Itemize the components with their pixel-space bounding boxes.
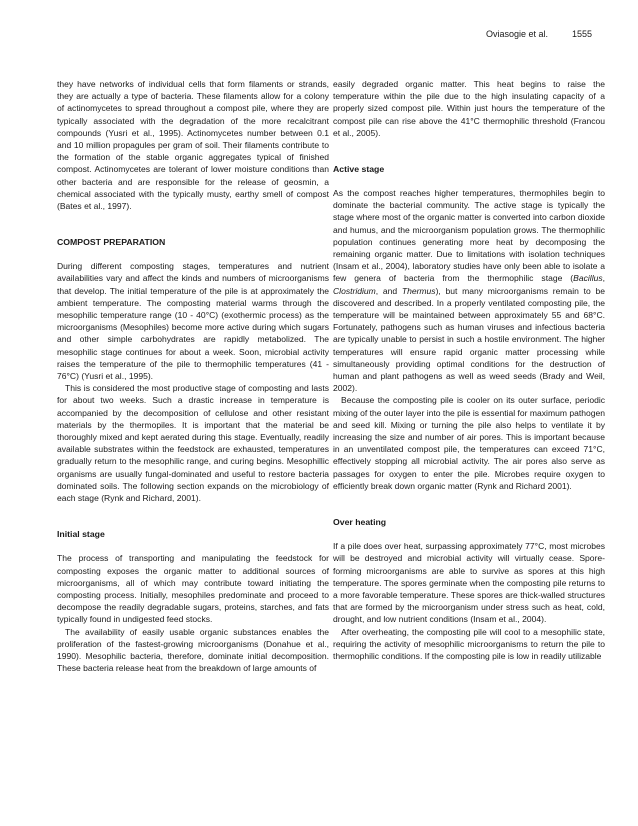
text-run: , [602,273,605,284]
paragraph: If a pile does over heat, surpassing approximately 77°C, most microbes will be destroyed and microbial activity will virtually cease. Spore-forming microorganisms are able to survive as spores at this high temperature. The spores germinate when the composting pile returns to a more favorable temperature. These spores are thick-walled structures that are formed by the microorganism under stress such as heat, cold, drought, and low nutrient conditions (Insam et al., 2004). [333,541,605,625]
paragraph: During different composting stages, temperatures and nutrient availabilities vary and affect the kinds and numbers of microorganisms that develop. The initial temperature of the pile is at approximately the ambient temperature. The composting material warms through the mesophilic temperature range (10 - 40°C) (exothermic process) as the microorganisms (Mesophiles) become more active during which sugars and other simple carbohydrates are rapidly metabolized. The mesophilic stage continues for about a week. Soon, microbial activity raises the temperature of the pile to thermophilic temperatures (41 - 76°C) (Yusri et al., 1995). [57,261,329,382]
paragraph: This is considered the most productive stage of composting and lasts for about two weeks. Such a drastic increase in temperature is accompanied by the decomposition of cellulose and other resistant materials by the thermopiles. It is important that the material be thoroughly mixed and kept aerated during this stage. Eventually, readily available substrates within the feedstock are exhausted, temperatures gradually return to the mesophilic range, and curing begins. Mesophillic organisms are usually fungal-dominated and useful to restore bacteria dominated soils. The following section expands on the microbiology of each stage (Rynk and Richard, 2001). [57,383,329,504]
text-run: ), but many microorganisms remain to be discovered and described. In a properly ventilated composting pile, the temperature will be maintained between approximately 55 and 68°C. Fortunately, pathogens such as human viruses and infectious bacteria are typically unable to persist in such a hostile environment. The higher temperatures will ensure rapid organic matter processing while simultaneously providing optimal conditions for the destruction of human and plant pathogens as well as weed seeds (Brady and Weil, 2002). [333,285,606,394]
paragraph: easily degraded organic matter. This heat begins to raise the temperature within the pile due to the high insulating capacity of a properly sized compost pile. Within just hours the temperature of the compost pile can rise above the 41°C thermophilic threshold (Francou et al., 2005). [333,79,605,138]
paragraph: The process of transporting and manipulating the feedstock for composting exposes the organic matter to additional sources of microorganisms, all of which may contribute toward initiating the composting process. Initially, mesophiles predominate and proceed to decompose the readily degradable sugars, proteins, starches, and fats typically found in undigested feed stocks. [57,553,329,625]
page-number: 1555 [572,29,593,39]
section-heading-over-heating: Over heating [333,517,387,528]
section-heading-active-stage: Active stage [333,164,385,175]
genus-bacillus: Bacillus [573,273,603,284]
paragraph: After overheating, the composting pile will cool to a mesophilic state, requiring the activity of mesophilic microorganisms to return the pile to thermophilic conditions. If the composting pile is low in readily utilizable [333,626,605,661]
text-run: , and [375,285,402,296]
paragraph: Because the composting pile is cooler on its outer surface, periodic mixing of the outer layer into the pile is essential for maximum pathogen and seed kill. Mixing or turning the pile also helps to ventilate it by increasing the size and number of air pores. This is important because in an unventilated compost pile, the temperatures can exceed 71°C, effectively stopping all microbial activity. The air pores also serve as passages for oxygen to enter the pile. Microbes require oxygen to efficiently break down organic matter (Rynk and Richard 2001). [333,395,605,491]
running-head-authors: Oviasogie et al. [486,29,549,39]
paragraph-active-stage [333,187,605,394]
right-column [333,78,605,662]
paragraph: The availability of easily usable organic substances enables the proliferation of the fastest-growing microorganisms (Donahue et al., 1990). Mesophilic bacteria, therefore, dominate initial decomposition. These bacteria release heat from the breakdown of large amounts of [57,626,329,674]
page-header [0,29,638,43]
genus-thermus: Thermus [401,285,436,296]
text-run: As the compost reaches higher temperatures, thermophiles begin to dominate the bacterial community. The active stage is typically the stage where most of the organic matter is converted into carbon dioxide and humus, and the microorganism population grows. The thermophilic population continues generating more heat by decomposing the remaining organic matter. Due to limitations with isolation techniques (Insam et al., 2004), laboratory studies have only been able to isolate a few genera of bacteria from the thermophilic stage ( [333,188,605,284]
left-column [57,78,329,674]
genus-clostridium: Clostridium [333,285,376,296]
section-heading-compost-preparation: COMPOST PREPARATION [57,237,166,248]
paragraph: they have networks of individual cells that form filaments or strands, they are actually a type of bacteria. These filaments allow for a colony of actinomycetes to spread throughout a compost pile, where they are typically associated with the degradation of the more recalcitrant compounds (Yusri et al., 1995). Actinomycetes number between 0.1 and 10 million propagules per gram of soil. Their filaments contribute to the formation of the stable organic aggregates typical of finished compost. Actinomycetes are tolerant of lower moisture conditions than other bacteria and are responsible for the release of geosmin, a chemical associated with the typically musty, earthy smell of compost (Bates et al., 1997). [57,79,329,212]
section-heading-initial-stage: Initial stage [57,529,105,540]
